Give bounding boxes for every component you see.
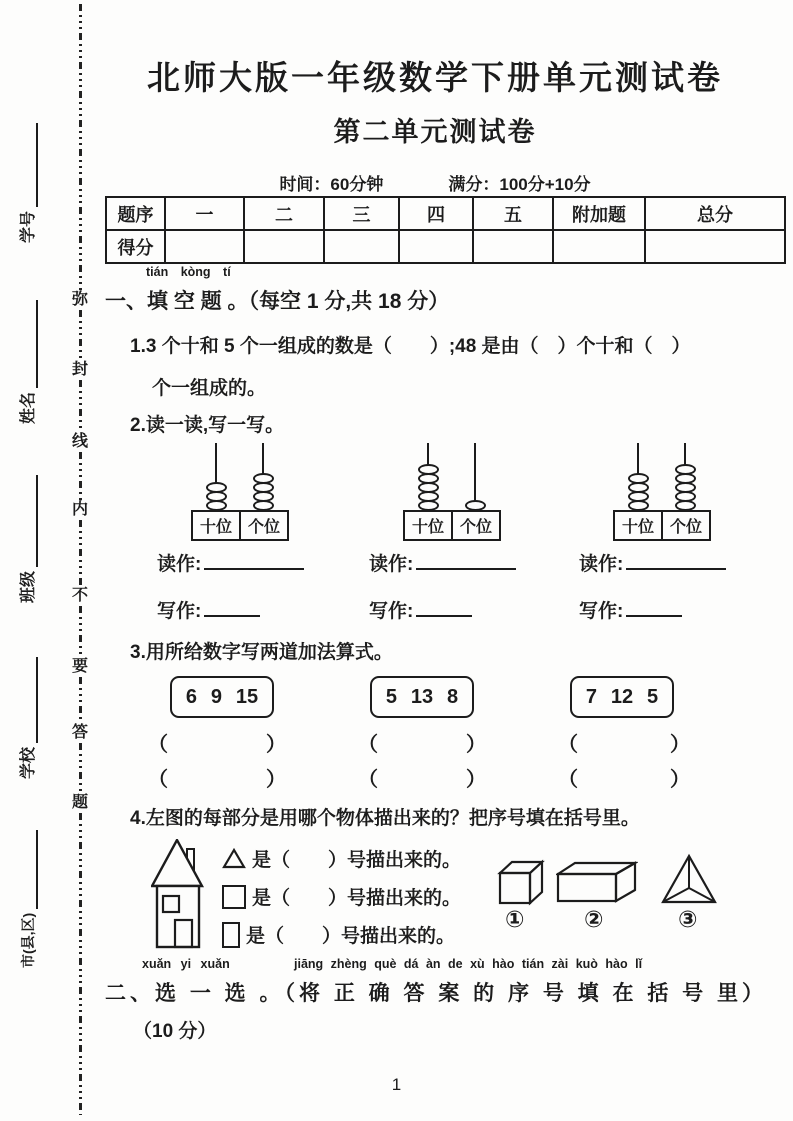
seal-dashes	[79, 380, 82, 432]
paper-title: 北师大版一年级数学下册单元测试卷	[147, 59, 723, 96]
abacus-group-3	[572, 443, 767, 638]
seal-char: 内	[71, 501, 88, 518]
abacus-ones-rod	[462, 443, 488, 510]
answer-blank	[626, 551, 726, 570]
margin-field-student-number	[16, 123, 38, 243]
read-as-label: 读作:	[157, 554, 202, 575]
object-label-3: ③	[678, 906, 698, 932]
section2-pinyin-b: jiāng zhèng què dá àn de xù hào tián zài kuò hào lǐ	[294, 957, 643, 971]
field-label: 市(县,区)	[20, 912, 36, 968]
abacus-tens-rod	[203, 443, 229, 510]
header-cell: 四	[399, 197, 473, 230]
blank-line	[35, 475, 38, 567]
number: 5	[647, 685, 659, 708]
seal-char: 弥	[71, 291, 88, 308]
seal-char: 答	[71, 724, 88, 741]
tens-label: 十位	[411, 519, 444, 536]
read-as-row	[579, 549, 726, 576]
write-as-row	[157, 596, 260, 623]
abacus-ones-rod	[672, 443, 698, 510]
write-as-row	[579, 596, 682, 623]
tens-label: 十位	[621, 519, 654, 536]
number: 6	[185, 685, 197, 708]
read-as-label: 读作:	[369, 554, 414, 575]
section2-heading: 二、选 一 选 。（将 正 确 答 案 的 序 号 填 在 括 号 里）	[105, 982, 768, 1005]
open-paren: （	[148, 734, 168, 756]
ones-label: 个位	[239, 512, 287, 539]
number: 13	[410, 685, 434, 708]
open-paren: （	[358, 734, 378, 756]
header-cell: 二	[244, 197, 324, 230]
ones-label: 个位	[451, 512, 499, 539]
score-table	[105, 196, 786, 264]
empty-score-cell	[553, 230, 645, 263]
q4-prompt-square	[222, 883, 461, 910]
section1-heading: 一、填 空 题 。（每空 1 分,共 18 分）	[105, 290, 450, 313]
answer-blank	[416, 598, 472, 617]
close-paren: ）	[670, 734, 690, 756]
margin-field-school	[16, 657, 38, 779]
seal-dashes	[79, 4, 82, 290]
number-set-box-1	[170, 676, 274, 718]
header-cell: 三	[324, 197, 399, 230]
seal-char: 要	[71, 658, 88, 675]
answer-blank	[416, 551, 516, 570]
answer-parens	[558, 763, 690, 789]
open-paren: （	[558, 769, 578, 791]
empty-score-cell	[324, 230, 399, 263]
close-paren: ）	[266, 769, 286, 791]
seal-char: 不	[71, 587, 88, 604]
q4-prompt-rectangle	[222, 921, 455, 948]
place-value-box	[191, 510, 289, 541]
place-value-box	[403, 510, 501, 541]
tens-label: 十位	[199, 519, 232, 536]
header-cell: 总分	[645, 197, 785, 230]
full-score: 满分：100分+10分	[448, 175, 591, 194]
answer-blank	[626, 598, 682, 617]
field-label: 班级	[20, 570, 37, 603]
blank-line	[35, 300, 38, 388]
empty-score-cell	[473, 230, 553, 263]
tens-beads	[625, 473, 651, 511]
unit-subtitle: 第二单元测试卷	[333, 117, 537, 147]
rectangle-shape-icon	[222, 922, 240, 948]
seal-dashes	[79, 452, 82, 500]
seal-dashes	[79, 310, 82, 360]
blank-line	[35, 830, 38, 909]
write-as-label: 写作:	[369, 601, 414, 622]
close-paren: ）	[266, 734, 286, 756]
section2-pinyin-a: xuǎn yi xuǎn	[142, 957, 230, 971]
empty-score-cell	[645, 230, 785, 263]
tens-beads	[203, 482, 229, 511]
score-row-label: 得分	[106, 230, 165, 263]
triangle-shape-icon	[222, 848, 246, 870]
number-set-box-2	[370, 676, 474, 718]
abacus-tens-rod	[625, 443, 651, 510]
empty-score-cell	[399, 230, 473, 263]
object-label-1: ①	[505, 906, 525, 932]
close-paren: ）	[466, 734, 486, 756]
write-as-label: 写作:	[579, 601, 624, 622]
header-cell: 五	[473, 197, 553, 230]
abacus-group-1	[150, 443, 345, 638]
header-cell: 附加题	[553, 197, 645, 230]
empty-score-cell	[165, 230, 244, 263]
seal-dashes	[79, 606, 82, 657]
abacus-tens-rod	[415, 443, 441, 510]
prompt-text: 是（ ）号描出来的。	[252, 888, 462, 909]
number: 8	[447, 685, 459, 708]
close-paren: ）	[670, 769, 690, 791]
empty-score-cell	[244, 230, 324, 263]
square-shape-icon	[222, 885, 246, 909]
answer-blank	[204, 598, 260, 617]
answer-parens	[558, 728, 690, 754]
read-as-row	[369, 549, 516, 576]
exam-meta	[85, 170, 785, 195]
cube-object	[497, 858, 545, 906]
answer-parens	[358, 763, 486, 789]
time-limit: 时间：60分钟	[279, 175, 384, 194]
answer-parens	[148, 763, 286, 789]
margin-field-class	[16, 475, 38, 603]
number: 5	[385, 685, 397, 708]
abacus-group-2	[362, 443, 557, 638]
number: 12	[610, 685, 634, 708]
score-table-score-row	[106, 230, 785, 263]
open-paren: （	[148, 769, 168, 791]
page-number: 1	[391, 1075, 402, 1094]
prompt-text: 是（ ）号描出来的。	[252, 850, 462, 871]
write-as-row	[369, 596, 472, 623]
seal-dashes	[79, 520, 82, 586]
number: 7	[585, 685, 597, 708]
abacus-ones-rod	[250, 443, 276, 510]
margin-field-name	[16, 300, 38, 424]
open-paren: （	[358, 769, 378, 791]
header-cell: 一	[165, 197, 244, 230]
question-2: 2.读一读,写一写。	[130, 415, 285, 436]
question-1-line1: 1.3 个十和 5 个一组成的数是（ ）;48 是由（ ）个十和（ ）	[130, 336, 691, 357]
number: 9	[210, 685, 222, 708]
cuboid-object	[556, 860, 638, 904]
place-value-box	[613, 510, 711, 541]
tens-beads	[415, 464, 441, 511]
q4-prompt-triangle	[222, 845, 461, 872]
read-as-row	[157, 549, 304, 576]
pyramid-object	[660, 852, 718, 906]
object-label-2: ②	[584, 906, 604, 932]
answer-parens	[148, 728, 286, 754]
seal-dashes	[79, 677, 82, 723]
ones-beads	[672, 464, 698, 511]
seal-dashes	[79, 743, 82, 793]
seal-char: 题	[71, 794, 88, 811]
number: 15	[235, 685, 259, 708]
write-as-label: 写作:	[157, 601, 202, 622]
question-3: 3.用所给数字写两道加法算式。	[130, 642, 393, 663]
number-set-box-3	[570, 676, 674, 718]
ones-label: 个位	[661, 512, 709, 539]
section1-pinyin: tián kòng tí	[146, 265, 231, 279]
field-label: 学号	[20, 210, 37, 243]
prompt-text: 是（ ）号描出来的。	[246, 926, 456, 947]
section2-points: （10 分）	[133, 1021, 217, 1042]
read-as-label: 读作:	[579, 554, 624, 575]
field-label: 姓名	[20, 391, 37, 424]
seal-dashes	[79, 813, 82, 1115]
open-paren: （	[558, 734, 578, 756]
seal-char: 封	[71, 361, 88, 378]
seal-char: 线	[71, 433, 88, 450]
ones-beads	[250, 473, 276, 511]
margin-field-city	[16, 830, 38, 968]
score-table-header-row	[106, 197, 785, 230]
answer-parens	[358, 728, 486, 754]
answer-blank	[204, 551, 304, 570]
question-4: 4.左图的每部分是用哪个物体描出来的？把序号填在括号里。	[130, 808, 640, 829]
question-1-line2: 个一组成的。	[152, 378, 267, 399]
close-paren: ）	[466, 769, 486, 791]
blank-line	[35, 657, 38, 743]
house-figure	[151, 839, 205, 949]
header-cell: 题序	[106, 197, 165, 230]
blank-line	[35, 123, 38, 207]
field-label: 学校	[20, 746, 37, 779]
